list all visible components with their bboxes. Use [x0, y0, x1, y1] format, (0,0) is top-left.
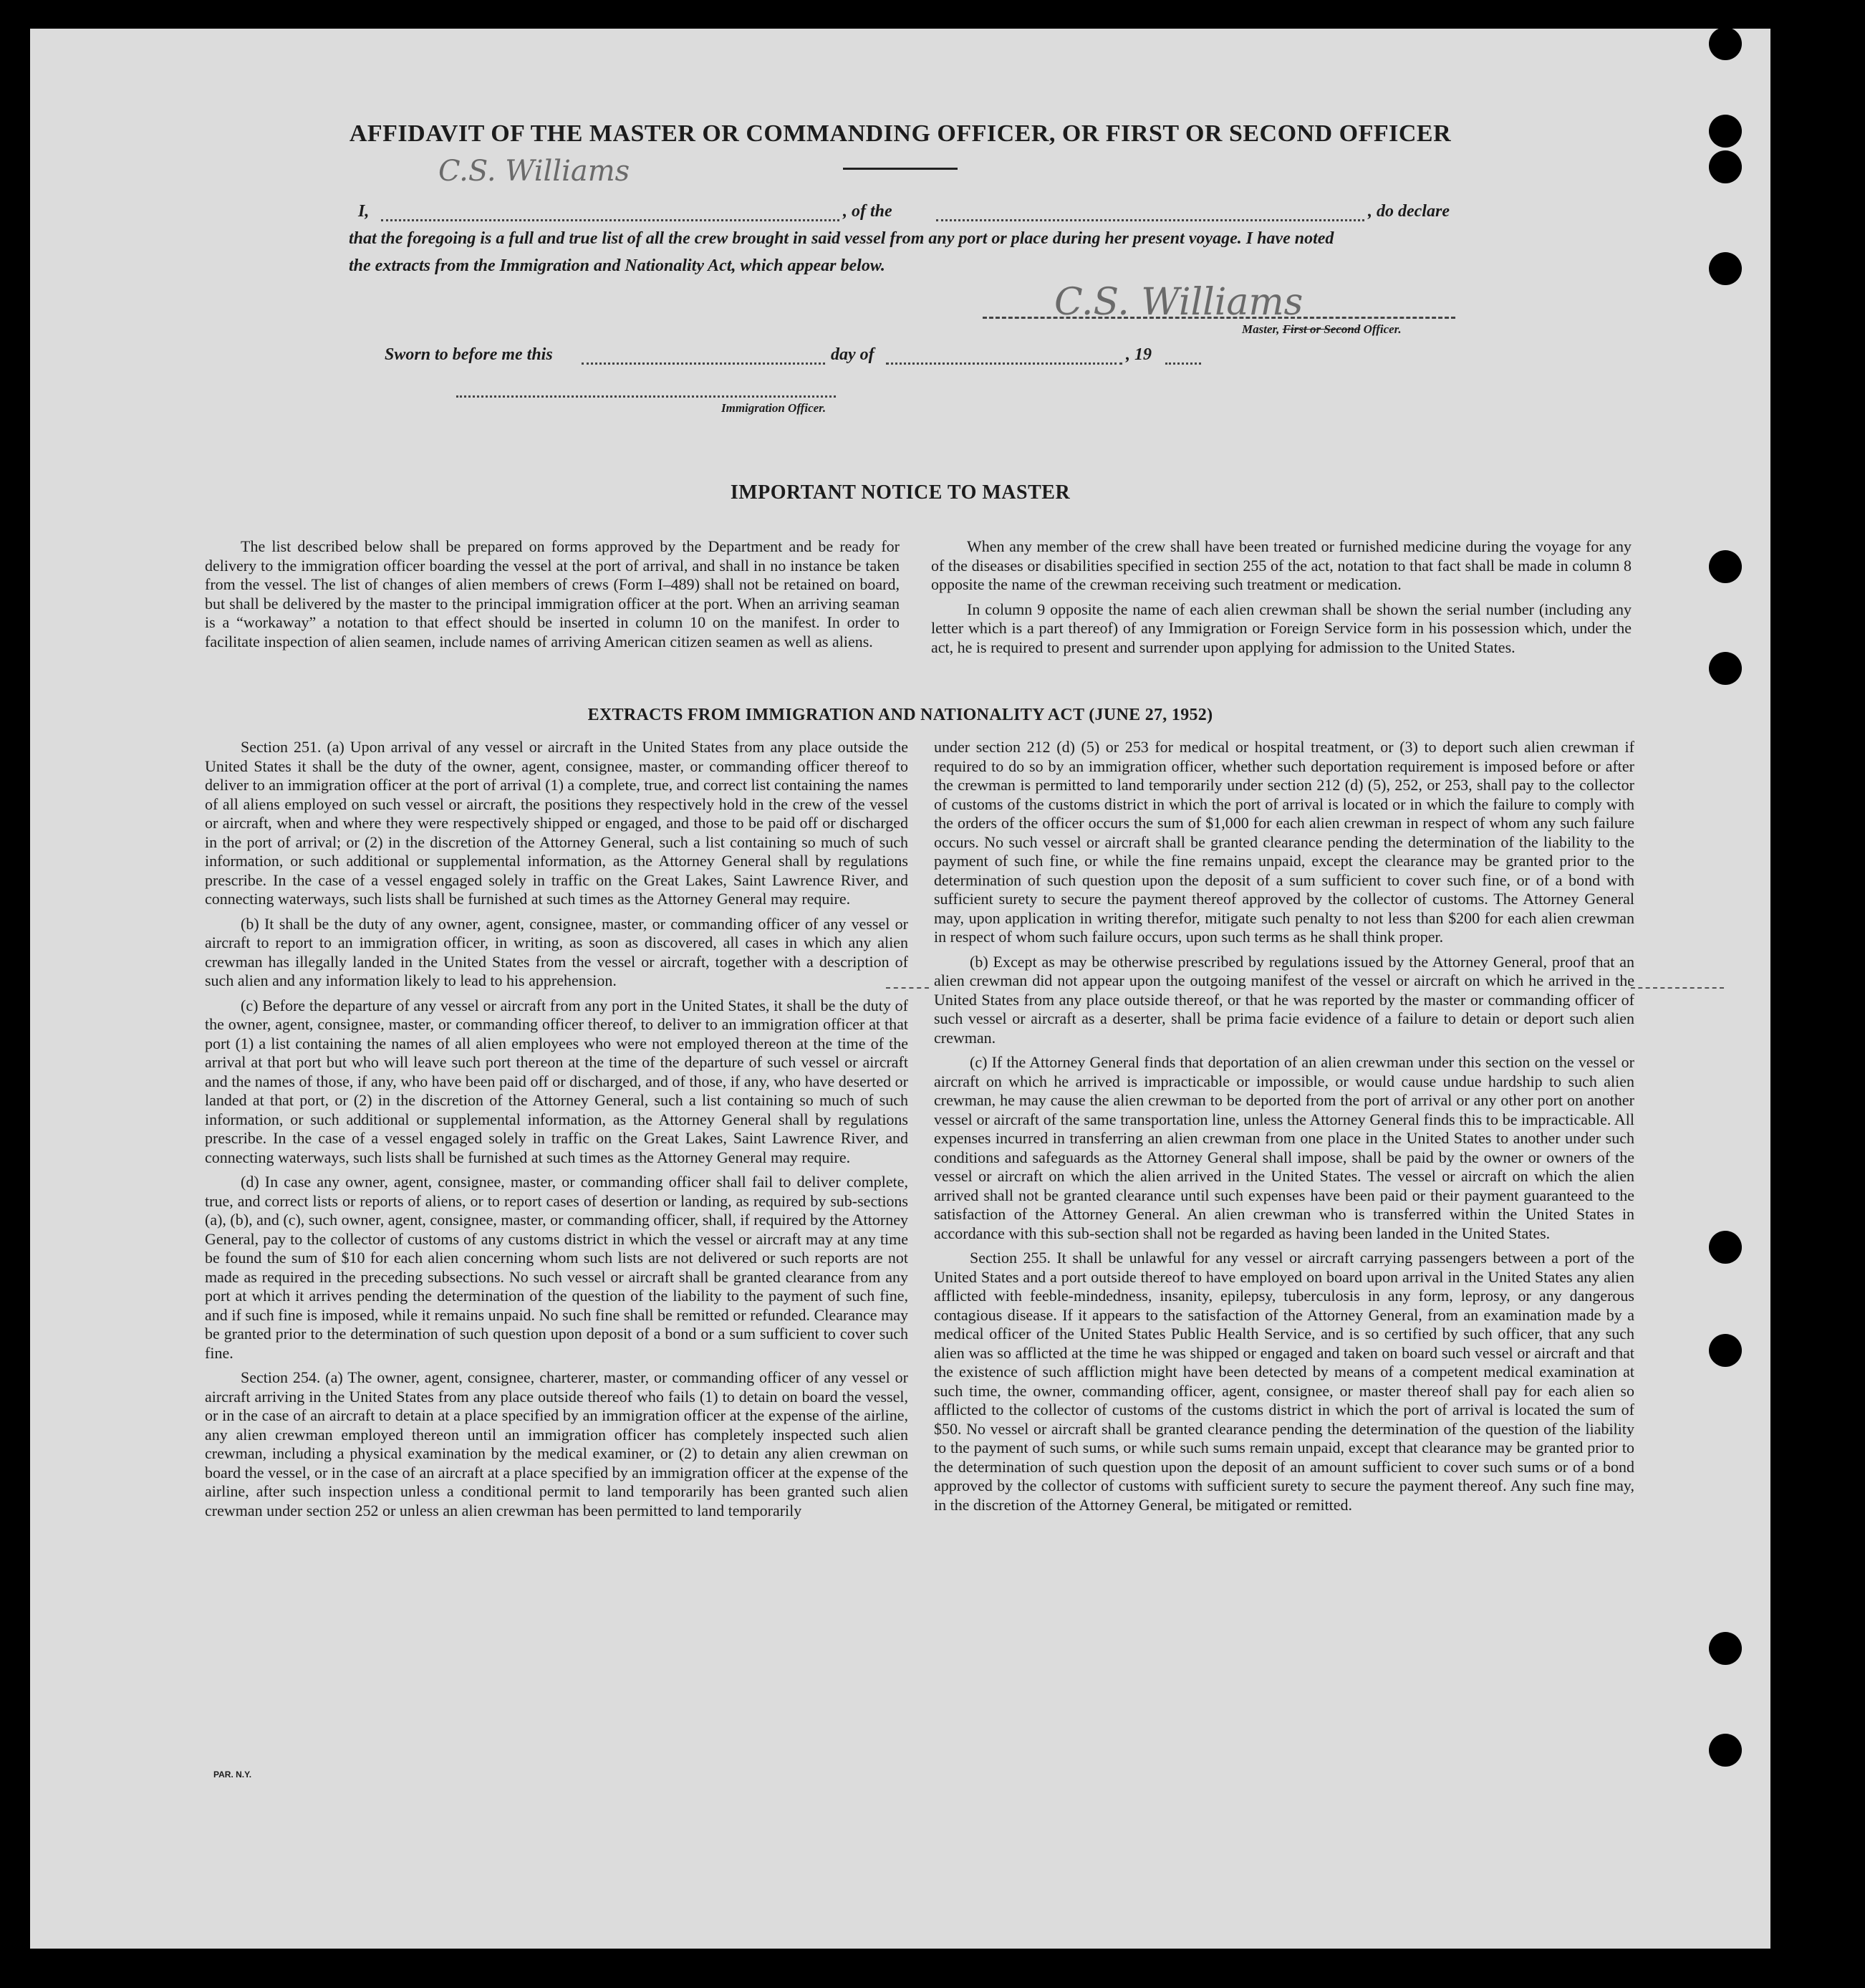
affidavit-title: AFFIDAVIT OF THE MASTER OR COMMANDING OFFICER, OR FIRST OR SECOND OFFICER	[349, 120, 1452, 147]
binder-hole	[1709, 1334, 1742, 1367]
section-251-b: (b) It shall be the duty of any owner, agent, consignee, master, or commanding officer of any vessel or aircraft to report to an immigration officer, in writing, as soon as discovered, all cases in which any alien crewman has illegally landed in the United States from the vessel or aircraft, together with a description of such alien and any information likely to lead to his apprehension.	[205, 914, 908, 989]
binder-hole	[1709, 652, 1742, 685]
binder-hole	[1709, 1231, 1742, 1264]
name-line	[381, 219, 839, 221]
declaration-line-1: that the foregoing is a full and true list of all the crew brought in said vessel from any port or place during her present voyage. I have noted	[349, 229, 1334, 248]
section-254-a: Section 254. (a) The owner, agent, consignee, charterer, master, or commanding officer of any vessel or aircraft arriving in the United States from any place outside thereof who fails (1) to detain on board the vessel, or in the case of an aircraft to detain at a place specified by an immigration officer at the expense of the airline, any alien crewman employed thereon until an immigration officer has completely inspected such alien crewman, including a physical examination by the medical examiner, or (2) to detain any alien crewman on board the vessel, or in the case of an aircraft at a place specified by an immigration officer at the expense of the airline, after such inspection unless a conditional permit to land temporarily has been granted such alien crewman under section 252 or unless an alien crewman has been permitted to land temporarily	[205, 1368, 908, 1519]
section-251-d: (d) In case any owner, agent, consignee, master, or commanding officer shall fail to deliver complete, true, and correct lists or reports of aliens, or to report cases of desertion or landing, as required by sub-sections (a), (b), and (c), such owner, agent, consignee, master, or commanding officer, shall, if required by the Attorney General, pay to the collector of customs of any customs district in which the vessel or aircraft may at any time be found the sum of $10 for each alien concerning whom such lists are not delivered or such reports are not made as required in the preceding subsections. No such vessel or aircraft shall be granted clearance from any port at which it arrives pending the determination of the question of the liability to the payment of such fine, and if such fine is imposed, while it remains unpaid. No such fine shall be remitted or refunded. Clearance may be granted prior to the determination of such question upon deposit of a bond or a sum sufficient to cover such fine.	[205, 1173, 908, 1362]
scan-artifact-right	[1631, 987, 1724, 989]
i-label: I,	[358, 202, 370, 221]
master-caption-master: Master,	[1242, 322, 1280, 336]
do-declare-label: , do declare	[1368, 202, 1450, 221]
section-254-c: (c) If the Attorney General finds that deportation of an alien crewman under this section on the vessel or aircraft on which he arrived is impracticable or impossible, or would cause undue hardship to such alien crewman, he may cause the alien crewman to be deported from the port of arrival or any other port on another vessel or aircraft of the same transportation line, unless the Attorney General finds this to be impracticable. All expenses incurred in transferring an alien crewman from one place in the United States to another under such conditions and safeguards as the Attorney General shall impose, shall be paid by the owner or owners of the vessel or aircraft on which the alien arrived in the United States. The vessel or aircraft on which the alien arrived shall not be granted clearance until such expenses have been paid or their payment guaranteed to the satisfaction of the Attorney General. An alien crewman who is transferred within the United States in accordance with this sub-section shall not be regarded as having been landed in the United States.	[934, 1053, 1634, 1242]
scan-artifact-left	[886, 987, 929, 989]
master-signature: C.S. Williams	[1054, 281, 1303, 324]
declaration-line-2: the extracts from the Immigration and Nationality Act, which appear below.	[349, 256, 885, 275]
binder-hole	[1709, 150, 1742, 183]
sworn-year-line	[1165, 362, 1201, 365]
printer-mark: PAR. N.Y.	[213, 1769, 252, 1780]
section-255: Section 255. It shall be unlawful for any vessel or aircraft carrying passengers between a port of the United States and a port outside thereof to have employed on board upon arrival in the United States any alien afflicted with feeble-mindedness, insanity, epilepsy, tuberculosis in any form, leprosy, or any dangerous contagious disease. If it appears to the satisfaction of the Attorney General, from an examination made by a medical officer of the United States Public Health Service, and is so certified by such officer, that any such alien was so afflicted at the time he was shipped or engaged and taken on board such vessel or aircraft and that the existence of such affliction might have been detected by means of a competent medical examination at such time, the owner, commanding officer, agent, consignee, or master thereof shall pay for each alien so afflicted to the collector of customs of the customs district in which the port of arrival is located the sum of $50. No vessel or aircraft shall be granted clearance pending the determination of the question of the liability to the payment of such sums, or while such sums remain unpaid, except that clearance may be granted prior to the determination of such question upon the deposit of an amount sufficient to cover such sums or of a bond approved by the collector of customs with sufficient surety to secure the payment thereof. Any such fine may, in the discretion of the Attorney General, be mitigated or remitted.	[934, 1249, 1634, 1514]
sworn-day-line	[582, 362, 825, 365]
section-254-b: (b) Except as may be otherwise prescribed by regulations issued by the Attorney General, proof that an alien crewman did not appear upon the outgoing manifest of the vessel or aircraft on which he arrived in the United States from any place outside thereof, or that he was reported by the master or commanding officer of such vessel or aircraft as a deserter, shall be prima facie evidence of a failure to detain or deport such alien crewman.	[934, 952, 1634, 1047]
immigration-officer-caption: Immigration Officer.	[721, 401, 827, 415]
master-signature-line	[983, 317, 1455, 319]
notice-right-column	[931, 537, 1632, 663]
sworn-label: Sworn to before me this	[385, 345, 553, 364]
notice-right-paragraph-2: In column 9 opposite the name of each alien crewman shall be shown the serial number (including any letter which is a part thereof) of any Immigration or Foreign Service form in his possession which, under the act, he is required to present and surrender upon applying for admission to the United States.	[931, 600, 1632, 656]
notice-left-paragraph: The list described below shall be prepared on forms approved by the Department and be ready for delivery to the immigration officer boarding the vessel at the port of arrival, and shall in no instance be taken from the vessel. The list of changes of alien members of crews (Form I–489) shall not be retained on board, but shall be delivered by the master to the principal immigration officer at the port. When an arriving seaman is a “workaway” a notation to that effect should be inserted in column 10 on the manifest. In order to facilitate inspection of alien seamen, include names of arriving American citizen seamen as well as aliens.	[205, 537, 900, 650]
vessel-line	[936, 219, 1364, 221]
day-of-label: day of	[831, 345, 874, 364]
notice-left-column	[205, 537, 900, 657]
notice-right-paragraph-1: When any member of the crew shall have been treated or furnished medicine during the voyage for any of the diseases or disabilities specified in section 255 of the act, notation to that fact shall be made in column 8 opposite the name of the crewman receiving such treatment or medication.	[931, 537, 1632, 593]
extracts-right-column	[934, 738, 1634, 1520]
notice-title: IMPORTANT NOTICE TO MASTER	[730, 481, 1071, 504]
of-the-label: , of the	[843, 202, 892, 221]
extracts-title: EXTRACTS FROM IMMIGRATION AND NATIONALITY ACT (JUNE 27, 1952)	[587, 706, 1213, 724]
master-caption-struck: First or Second	[1282, 322, 1361, 336]
immigration-officer-line	[456, 395, 836, 398]
binder-hole	[1709, 27, 1742, 60]
binder-hole	[1709, 1734, 1742, 1767]
master-caption	[1242, 322, 1402, 337]
extracts-left-column	[205, 738, 908, 1526]
year-label: , 19	[1126, 345, 1152, 364]
document-page	[30, 29, 1770, 1949]
sworn-month-line	[886, 362, 1122, 365]
binder-hole	[1709, 1632, 1742, 1665]
binder-hole	[1709, 550, 1742, 583]
binder-hole	[1709, 115, 1742, 148]
section-251-c: (c) Before the departure of any vessel or aircraft from any port in the United States, it shall be the duty of the owner, agent, consignee, master, or commanding officer thereof, to deliver to an immigration officer at that port (1) a list containing the names of all alien employees who were not employed thereon at the time of the arrival at that port but who will leave such port thereon at the time of the departure of such vessel or aircraft and the names of those, if any, who have been paid off or discharged, and of those, if any, who have deserted or landed at that port, or (2) in the discretion of the Attorney General, such a list containing so much of such information, or such additional or supplemental information, as the Attorney General shall by regulations prescribe. In the case of a vessel engaged solely in traffic on the Great Lakes, Saint Lawrence River, and connecting waterways, such lists shall be furnished at such times as the Attorney General may require.	[205, 996, 908, 1166]
binder-hole	[1709, 252, 1742, 285]
section-251-a: Section 251. (a) Upon arrival of any vessel or aircraft in the United States from any place outside the United States it shall be the duty of the owner, agent, consignee, master, or commanding officer thereof to deliver to an immigration officer at the port of arrival (1) a complete, true, and correct list containing the names of all aliens employed on such vessel or aircraft, the positions they respectively hold in the crew of the vessel or aircraft, when and where they were respectively shipped or engaged, and those to be paid off or discharged in the port of arrival; or (2) in the discretion of the Attorney General, such a list containing so much of such information, or such additional or supplemental information, as the Attorney General shall by regulations prescribe. In the case of a vessel engaged solely in traffic on the Great Lakes, Saint Lawrence River, and connecting waterways, such lists shall be furnished at such times as the Attorney General may require.	[205, 738, 908, 908]
section-254-a-continued: under section 212 (d) (5) or 253 for medical or hospital treatment, or (3) to deport such alien crewman if required to do so by an immigration officer, whether such deportation requirement is imposed before or after the crewman is permitted to land temporarily under section 212 (d) (5), 252, or 253, shall pay to the collector of customs of the customs district in which the port of arrival is located or in which the failure to comply with the orders of the officer occurs the sum of $1,000 for each alien crewman in respect of whom any such failure occurs. No such vessel or aircraft shall be granted clearance pending the determination of the liability to the payment of such fine, or while the fine remains unpaid, except the clearance may be granted prior to the determination of such question upon the deposit of a sum sufficient to cover such fine, or of a bond with sufficient surety to secure the payment thereof approved by the collector of customs. The Attorney General may, upon application in writing therefor, mitigate such penalty to not less than $200 for each alien crewman in respect of whom such failure occurs, upon such terms as he shall think proper.	[934, 738, 1634, 946]
handwritten-name: C.S. Williams	[438, 155, 630, 188]
title-underline	[843, 168, 958, 170]
master-caption-officer: Officer.	[1363, 322, 1402, 336]
